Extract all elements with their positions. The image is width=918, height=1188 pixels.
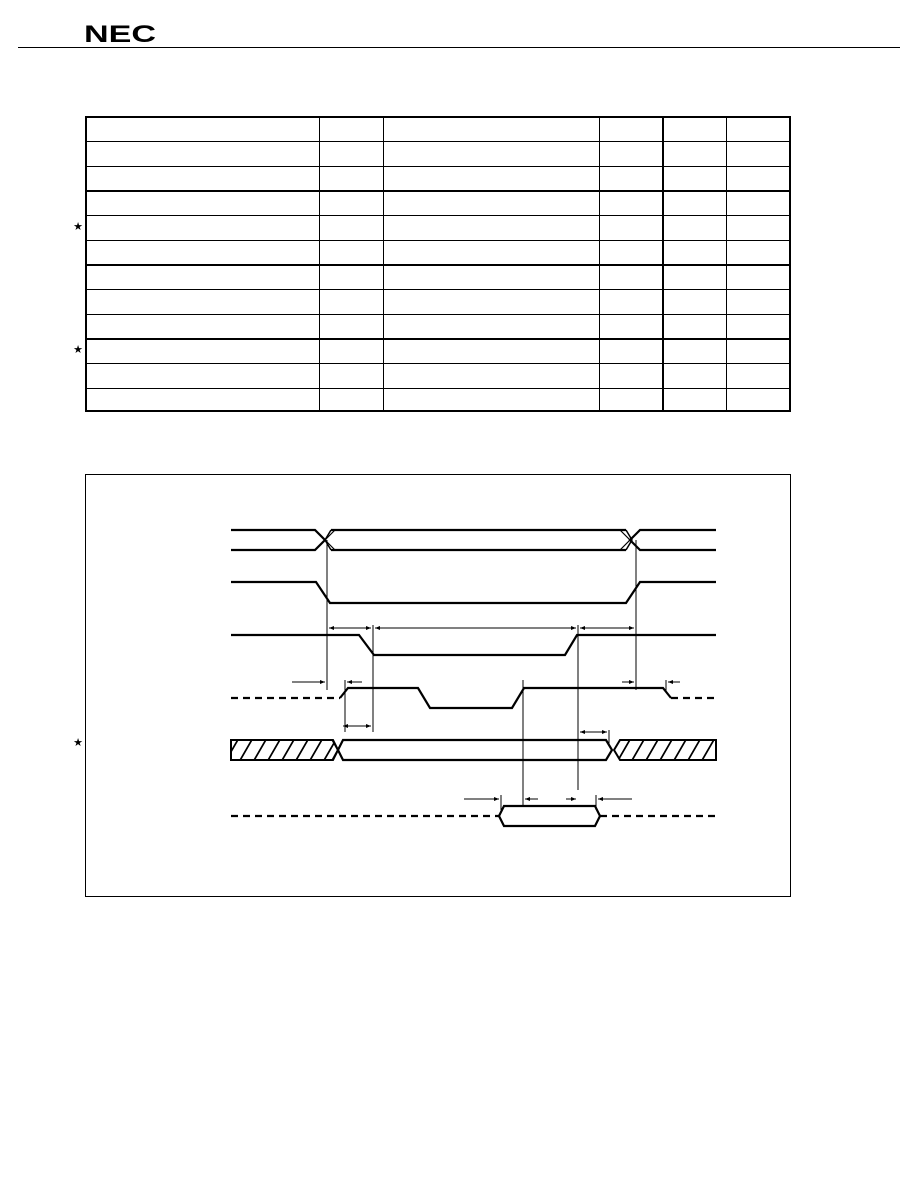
timing-reference-lines [327,540,666,810]
waveform-address-bus [231,530,716,550]
svg-text:NEC: NEC [84,22,156,44]
revision-mark: ★ [73,737,83,749]
waveform-data-bus [231,740,716,760]
revision-mark: ★ [73,344,83,356]
waveform-output-enable [231,635,716,655]
waveform-chip-enable [231,582,716,603]
revision-mark: ★ [73,221,83,233]
waveform-strobe [231,688,716,708]
waveform-output-data [231,806,716,826]
timing-parameter-arrows [292,628,680,799]
